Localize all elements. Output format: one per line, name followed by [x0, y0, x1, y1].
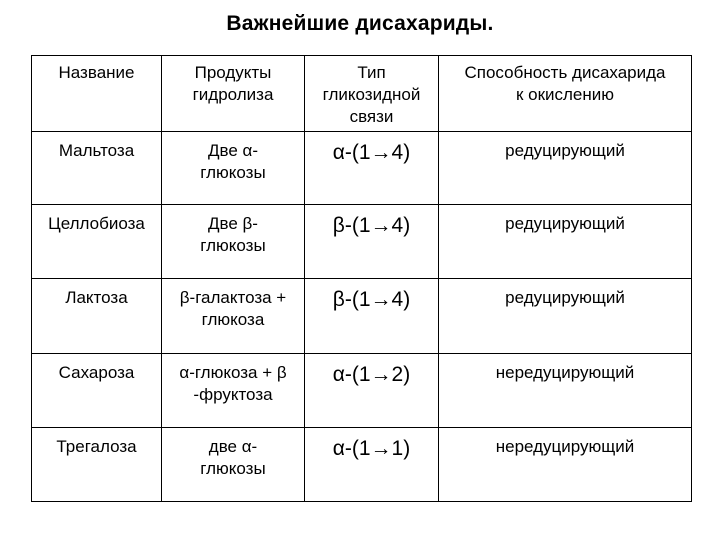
- header-oxidation-line: Способность дисахарида: [464, 63, 666, 82]
- name-text: Мальтоза: [58, 141, 135, 161]
- property-text: нередуцирующий: [495, 362, 635, 382]
- header-bond-type: [305, 56, 439, 132]
- cell-property: [439, 279, 692, 353]
- products-line: глюкозы: [200, 236, 266, 256]
- cell-products: [162, 427, 305, 501]
- cell-products: [162, 132, 305, 205]
- products-line: α-глюкоза + β: [179, 362, 287, 382]
- products-line: глюкозы: [200, 458, 266, 478]
- cell-name: [32, 279, 162, 353]
- name-text: Целлобиоза: [48, 214, 145, 234]
- header-name: [32, 56, 162, 132]
- table-row: [32, 279, 692, 353]
- products-line: -фруктоза: [193, 384, 273, 404]
- cell-name: [32, 132, 162, 205]
- table-row: [32, 427, 692, 501]
- products-line: Две α-: [207, 141, 259, 161]
- cell-bond: α-(1→2): [305, 353, 439, 427]
- name-text: Лактоза: [65, 288, 128, 308]
- header-products-line: гидролиза: [192, 85, 274, 104]
- table-row: [32, 132, 692, 205]
- cell-property: [439, 205, 692, 279]
- property-text: редуцирующий: [505, 214, 625, 234]
- property-text: редуцирующий: [505, 141, 625, 161]
- cell-products: [162, 279, 305, 353]
- cell-bond: α-(1→1): [305, 427, 439, 501]
- products-line: две α-: [208, 436, 258, 456]
- cell-bond: β-(1→4): [305, 205, 439, 279]
- header-oxidation: [439, 56, 692, 132]
- cell-name: [32, 427, 162, 501]
- property-text: нередуцирующий: [495, 436, 635, 456]
- cell-products: [162, 353, 305, 427]
- products-line: Две β-: [208, 214, 258, 234]
- cell-property: [439, 132, 692, 205]
- page-title: Важнейшие дисахариды.: [226, 12, 494, 35]
- disaccharides-table: [31, 55, 692, 502]
- cell-name: [32, 205, 162, 279]
- cell-property: [439, 427, 692, 501]
- name-text: Трегалоза: [56, 436, 137, 456]
- header-name-line: Название: [58, 63, 135, 82]
- table-row: [32, 205, 692, 279]
- header-products: [162, 56, 305, 132]
- name-text: Сахароза: [58, 362, 135, 382]
- cell-bond: β-(1→4): [305, 279, 439, 353]
- cell-bond: α-(1→4): [305, 132, 439, 205]
- products-line: β-галактоза +: [179, 288, 287, 308]
- products-line: глюкоза: [201, 310, 265, 330]
- header-bond-line: связи: [349, 107, 394, 126]
- products-line: глюкозы: [200, 163, 266, 183]
- header-bond-line: Тип: [357, 63, 386, 82]
- cell-products: [162, 205, 305, 279]
- cell-property: [439, 353, 692, 427]
- header-oxidation-line: к окислению: [515, 85, 615, 104]
- cell-name: [32, 353, 162, 427]
- header-products-line: Продукты: [194, 63, 272, 82]
- table-header-row: [32, 56, 692, 132]
- property-text: редуцирующий: [505, 288, 625, 308]
- table-row: [32, 353, 692, 427]
- header-bond-line: гликозидной: [322, 85, 421, 104]
